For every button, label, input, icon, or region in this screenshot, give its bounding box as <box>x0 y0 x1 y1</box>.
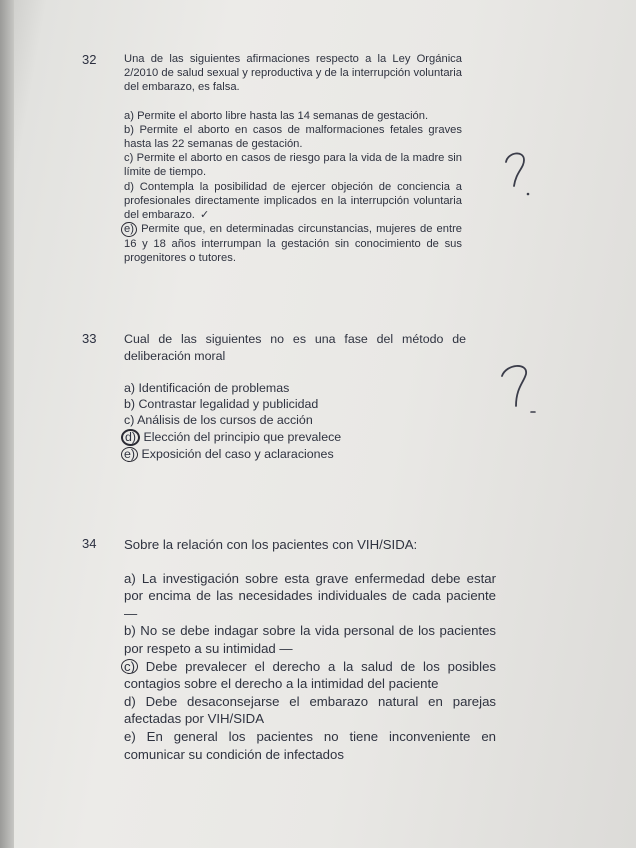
option-c[interactable] <box>124 658 496 693</box>
option-letter: a) <box>124 381 136 395</box>
option-c[interactable] <box>124 412 466 428</box>
handwritten-question-mark <box>494 360 544 420</box>
option-text: No se debe indagar sobre la vida personal de los pacientes por respeto a su intimidad <box>124 623 496 656</box>
option-b[interactable] <box>124 123 462 151</box>
option-letter: c) <box>124 152 134 165</box>
question-stem: Una de las siguientes afirmaciones respecto a la Ley Orgánica 2/2010 de salud sexual y reproductiva y de la interrupción voluntaria del embarazo, es falsa. <box>124 53 462 94</box>
option-letter: b) <box>124 123 134 136</box>
option-text: Debe desaconsejarse el embarazo natural en parejas afectadas por VIH/SIDA <box>124 693 496 727</box>
option-text: La investigación sobre esta grave enfermedad debe estar por encima de las necesidades individuales de cada paciente <box>124 570 496 604</box>
question-stem: Sobre la relación con los pacientes con VIH/SIDA: <box>124 537 418 552</box>
option-c[interactable] <box>124 151 462 179</box>
option-text: Exposición del caso y aclaraciones <box>141 446 334 461</box>
option-letter-circled: e) <box>121 447 138 462</box>
option-e[interactable] <box>124 728 496 763</box>
question-body <box>124 52 462 266</box>
option-text: Permite que, en determinadas circunstancias, mujeres de entre 16 y 18 años interrumpan la gestación sin conocimiento de sus progenitores o tutores. <box>124 223 463 265</box>
option-letter: e) <box>124 728 136 744</box>
question-body <box>124 536 496 763</box>
dash-mark: — <box>279 640 293 656</box>
option-letter: a) <box>124 109 134 122</box>
option-a[interactable] <box>124 109 462 123</box>
option-b[interactable] <box>124 622 496 657</box>
option-text: Contrastar legalidad y publicidad <box>138 397 319 412</box>
option-letter-circled: d) <box>121 429 140 446</box>
question-number: 32 <box>82 52 97 67</box>
option-d[interactable] <box>124 429 466 446</box>
option-text: Contempla la posibilidad de ejercer objeción de conciencia a profesionales directamente implicados en la interrupción voluntaria del embarazo. <box>124 180 463 222</box>
option-text: En general los pacientes no tiene inconveniente en comunicar su condición de infectados <box>124 728 496 762</box>
option-text: Análisis de los cursos de acción <box>137 413 313 428</box>
question-stem: Cual de las siguientes no es una fase del método de deliberación moral <box>124 332 466 363</box>
option-text: Identificación de problemas <box>138 381 290 395</box>
question-number: 34 <box>82 536 97 551</box>
check-mark: ✓ <box>200 209 210 222</box>
option-text: Permite el aborto en casos de riesgo para la vida de la madre sin límite de tiempo. <box>124 152 463 179</box>
question-body <box>124 331 466 462</box>
option-letter: a) <box>124 570 136 586</box>
option-text: Permite el aborto libre hasta las 14 semanas de gestación. <box>137 109 429 122</box>
question-number: 33 <box>82 331 97 346</box>
option-d[interactable] <box>124 180 462 223</box>
dash-mark: — <box>124 605 138 621</box>
option-letter: d) <box>124 180 134 193</box>
option-b[interactable] <box>124 396 466 412</box>
option-e[interactable] <box>124 222 462 265</box>
option-letter: d) <box>124 693 136 709</box>
option-letter-circled: e) <box>121 222 137 237</box>
option-text: Debe prevalecer el derecho a la salud de los posibles contagios sobre el derecho a la intimidad del paciente <box>124 658 496 692</box>
option-text: Elección del principio que prevalece <box>143 429 342 444</box>
option-letter: b) <box>124 397 136 412</box>
option-letter: b) <box>124 623 136 639</box>
option-e[interactable] <box>124 446 466 462</box>
option-letter: c) <box>124 413 135 428</box>
option-a[interactable] <box>124 380 466 396</box>
option-text: Permite el aborto en casos de malformaciones fetales graves hasta las 22 semanas de gestación. <box>124 123 462 151</box>
option-letter-circled: c) <box>121 659 138 674</box>
page-edge <box>0 0 14 848</box>
handwritten-question-mark <box>498 148 538 200</box>
option-d[interactable] <box>124 693 496 728</box>
option-a[interactable] <box>124 570 496 623</box>
